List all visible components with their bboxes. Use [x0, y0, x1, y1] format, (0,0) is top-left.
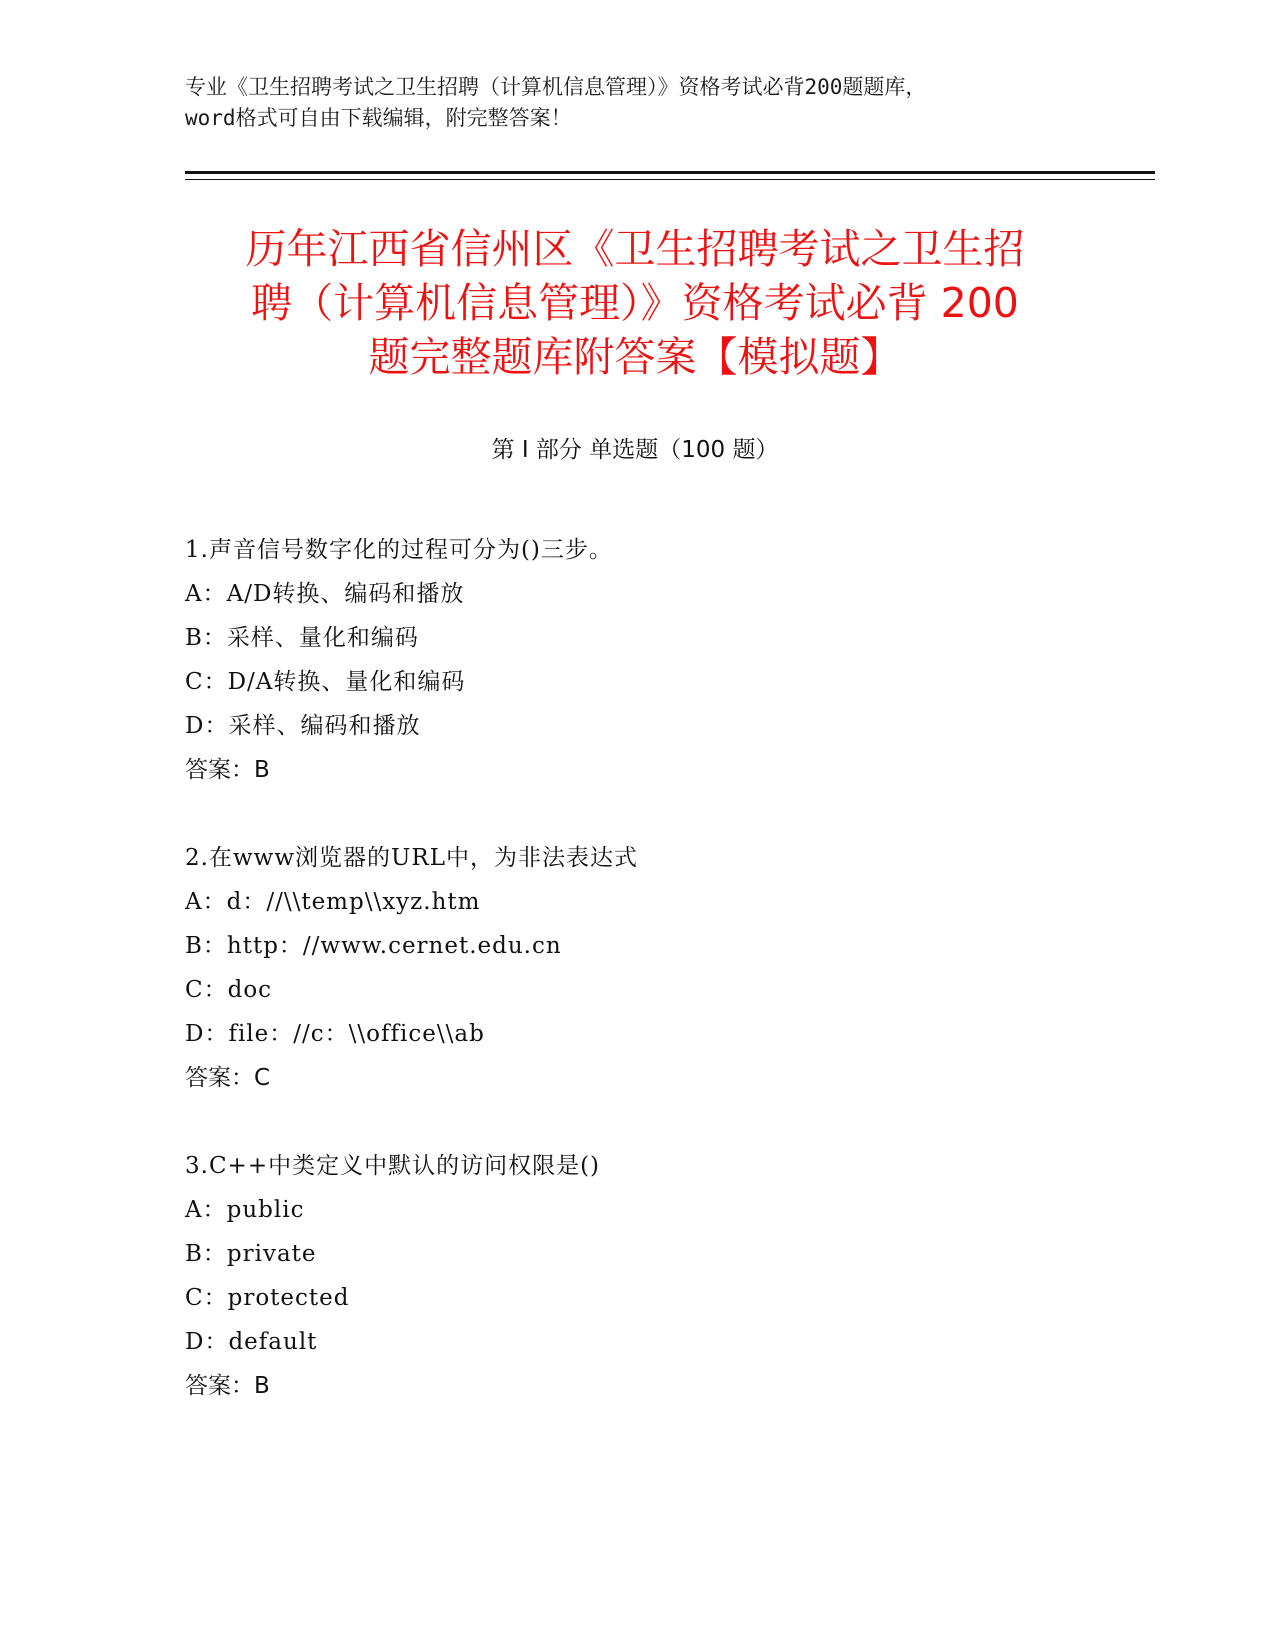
option-c: C：doc	[185, 977, 273, 1003]
question-stem: 3.C++中类定义中默认的访问权限是()	[185, 1153, 601, 1179]
option-d: D：采样、编码和播放	[185, 713, 421, 739]
answer-line: 答案：B	[185, 1373, 270, 1399]
option-c: C：protected	[185, 1285, 350, 1311]
answer-line: 答案：B	[185, 757, 270, 783]
header-line-1: 专业《卫生招聘考试之卫生招聘（计算机信息管理）》资格考试必背200题题库，	[185, 75, 927, 99]
option-d: D：default	[185, 1329, 318, 1355]
title-line-2: 聘（计算机信息管理）》资格考试必背 200	[251, 279, 1019, 327]
header-line-2: word格式可自由下载编辑，附完整答案！	[185, 106, 572, 130]
question-stem: 1.声音信号数字化的过程可分为()三步。	[185, 537, 613, 563]
title-line-3: 题完整题库附答案【模拟题】	[368, 333, 902, 381]
option-b: B：采样、量化和编码	[185, 625, 419, 651]
document-header	[185, 72, 1085, 134]
document-title	[185, 222, 1085, 384]
title-line-1: 历年江西省信州区《卫生招聘考试之卫生招	[245, 225, 1025, 273]
header-rule-thin	[185, 179, 1155, 180]
option-b: B：private	[185, 1241, 317, 1267]
question-item	[185, 836, 1085, 1100]
option-a: A：public	[185, 1197, 305, 1223]
header-rule-thick	[185, 171, 1155, 174]
option-c: C：D/A转换、量化和编码	[185, 669, 466, 695]
option-b: B：http：//www.cernet.edu.cn	[185, 933, 562, 959]
section-heading: 第 I 部分 单选题（100 题）	[491, 437, 779, 463]
question-item	[185, 1144, 1085, 1408]
option-a: A：d：//\\temp\\xyz.htm	[185, 889, 481, 915]
answer-line: 答案：C	[185, 1065, 271, 1091]
question-item	[185, 528, 1085, 792]
question-stem: 2.在www浏览器的URL中，为非法表达式	[185, 845, 638, 871]
option-a: A：A/D转换、编码和播放	[185, 581, 465, 607]
question-list	[185, 528, 1085, 1452]
option-d: D：file：//c：\\office\\ab	[185, 1021, 485, 1047]
